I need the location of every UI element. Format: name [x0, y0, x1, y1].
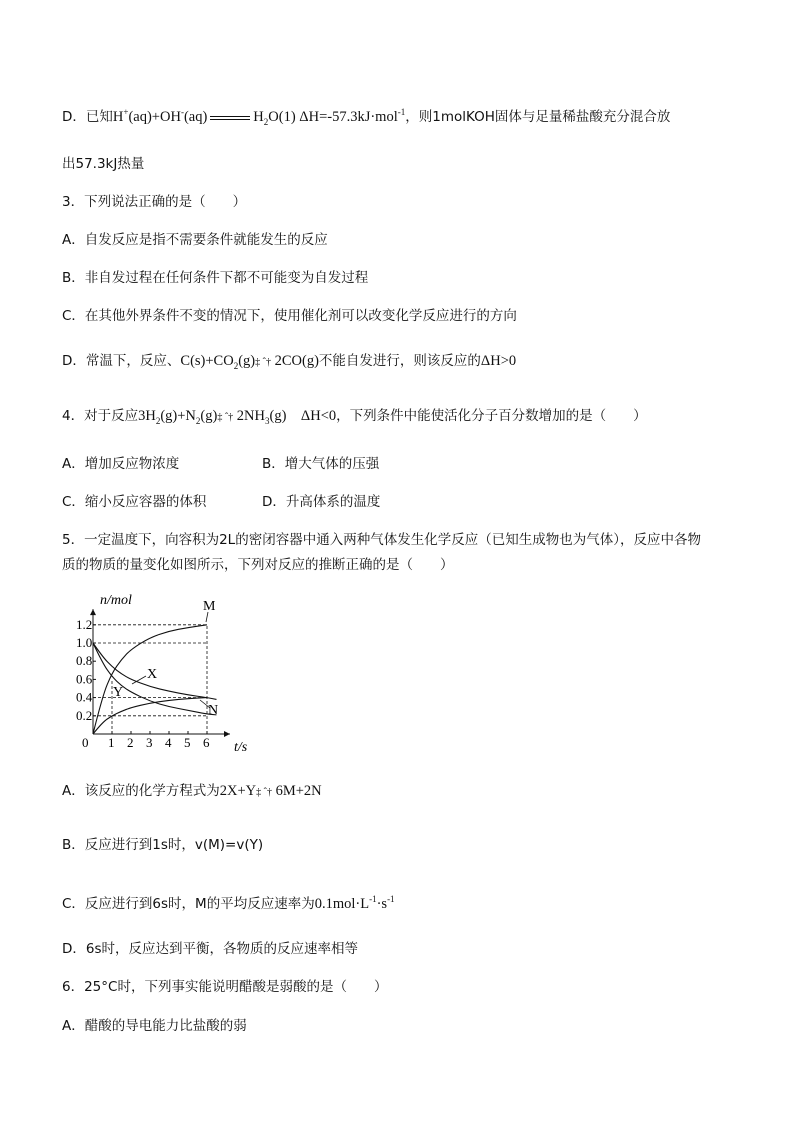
option-prefix: D．已知: [62, 109, 113, 125]
y-tick-label: 1.0: [76, 635, 93, 650]
mole-time-chart: [76, 588, 266, 756]
equals-bar: [210, 116, 250, 120]
series-label-n: N: [208, 703, 219, 718]
equation: 2X+Y‡ ˆ† 6M+2N: [219, 783, 322, 799]
equation: $0.1mol\cdot L^{-1}\cdot s^{-1}$: [314, 894, 395, 912]
x-tick-label: 4: [165, 735, 172, 750]
reversible-arrow: ‡ ˆ†: [255, 357, 271, 368]
equation: $3H_2(g)+N_2(g)\ddagger$ ˆ† $2NH_3(g)$ ΔH<0: [138, 408, 337, 426]
q6-option-a: A．醋酸的导电能力比盐酸的弱: [62, 1018, 247, 1034]
question-prefix: 4．对于反应: [62, 408, 139, 424]
option-suffix: ，则1molKOH固体与足量稀盐酸充分混合放: [405, 109, 671, 125]
equation: H+(aq)+OH-(aq) $H_2O(1)$ ΔH=-57.3kJ·mol$^{-1}$: [112, 107, 406, 127]
x-tick-label: 2: [127, 735, 134, 750]
q2-option-d: [62, 108, 670, 126]
q4-option-c: C．缩小反应容器的体积: [62, 494, 207, 510]
y-axis-label: n/mol: [100, 593, 132, 608]
option-prefix: C．反应进行到6s时，M的平均反应速率为: [62, 896, 315, 912]
question-suffix: ，下列条件中能使活化分子百分数增加的是（ ）: [336, 408, 647, 424]
option-prefix: D．常温下，反应、: [62, 353, 181, 369]
x-tick-label: 6: [203, 735, 210, 750]
y-tick-label: 0.4: [76, 689, 93, 705]
x-tick-label: 3: [146, 735, 153, 750]
q5-option-d: D．6s时，反应达到平衡，各物质的反应速率相等: [62, 941, 359, 957]
question-4: [62, 407, 647, 427]
y-tick-label: 0.6: [76, 671, 93, 687]
q3-option-b: B．非自发过程在任何条件下都不可能变为自发过程: [62, 270, 369, 286]
q2-option-d-cont: 出57.3kJ热量: [62, 156, 145, 172]
x-axis-arrow: [224, 731, 230, 737]
question-3: 3．下列说法正确的是（ ）: [62, 194, 247, 210]
reversible-arrow: ‡ ˆ†: [217, 412, 234, 423]
x-tick-label: 1: [108, 735, 115, 750]
question-5-line-1: 5．一定温度下，向容积为2L的密闭容器中通入两种气体发生化学反应（已知生成物也为气体），反应中各物: [62, 532, 701, 548]
q5-option-c: [62, 895, 395, 913]
option-mid: 不能自发进行，则该反应的: [318, 353, 481, 369]
equation-dh: ΔH>0: [480, 353, 517, 369]
q4-option-b: B．增大气体的压强: [262, 456, 380, 472]
q5-option-a: [62, 782, 322, 802]
y-tick-label: 1.2: [76, 616, 93, 632]
series-label-x: X: [147, 667, 158, 682]
x-tick-label: 5: [184, 735, 191, 750]
q3-option-a: A．自发反应是指不需要条件就能发生的反应: [62, 232, 328, 248]
q5-option-b: B．反应进行到1s时，v(M)=v(Y): [62, 837, 264, 853]
equation: $C(s)+CO_2(g)\ddagger$ ˆ† 2CO(g): [180, 353, 319, 371]
q3-option-c: C．在其他外界条件不变的情况下，使用催化剂可以改变化学反应进行的方向: [62, 308, 517, 324]
q4-option-a: A．增加反应物浓度: [62, 456, 180, 472]
question-6: 6．25°C时，下列事实能说明醋酸是弱酸的是（ ）: [62, 979, 388, 995]
series-label-m: M: [203, 599, 216, 614]
question-5-line-2: 质的物质的量变化如图所示，下列对反应的推断正确的是（ ）: [62, 557, 454, 573]
series-label-y: Y: [113, 685, 124, 700]
y-tick-label: 0.2: [76, 707, 93, 723]
x-axis-label: t/s: [234, 740, 248, 755]
q4-option-d: D．升高体系的温度: [262, 494, 381, 510]
y-tick-label: 0.8: [76, 653, 93, 669]
reversible-arrow: ‡ ˆ†: [256, 787, 272, 798]
q3-option-d: [62, 352, 516, 372]
y-axis-arrow: [90, 609, 96, 615]
x-tick-label: 0: [82, 735, 89, 750]
option-prefix: A．该反应的化学方程式为: [62, 783, 220, 799]
